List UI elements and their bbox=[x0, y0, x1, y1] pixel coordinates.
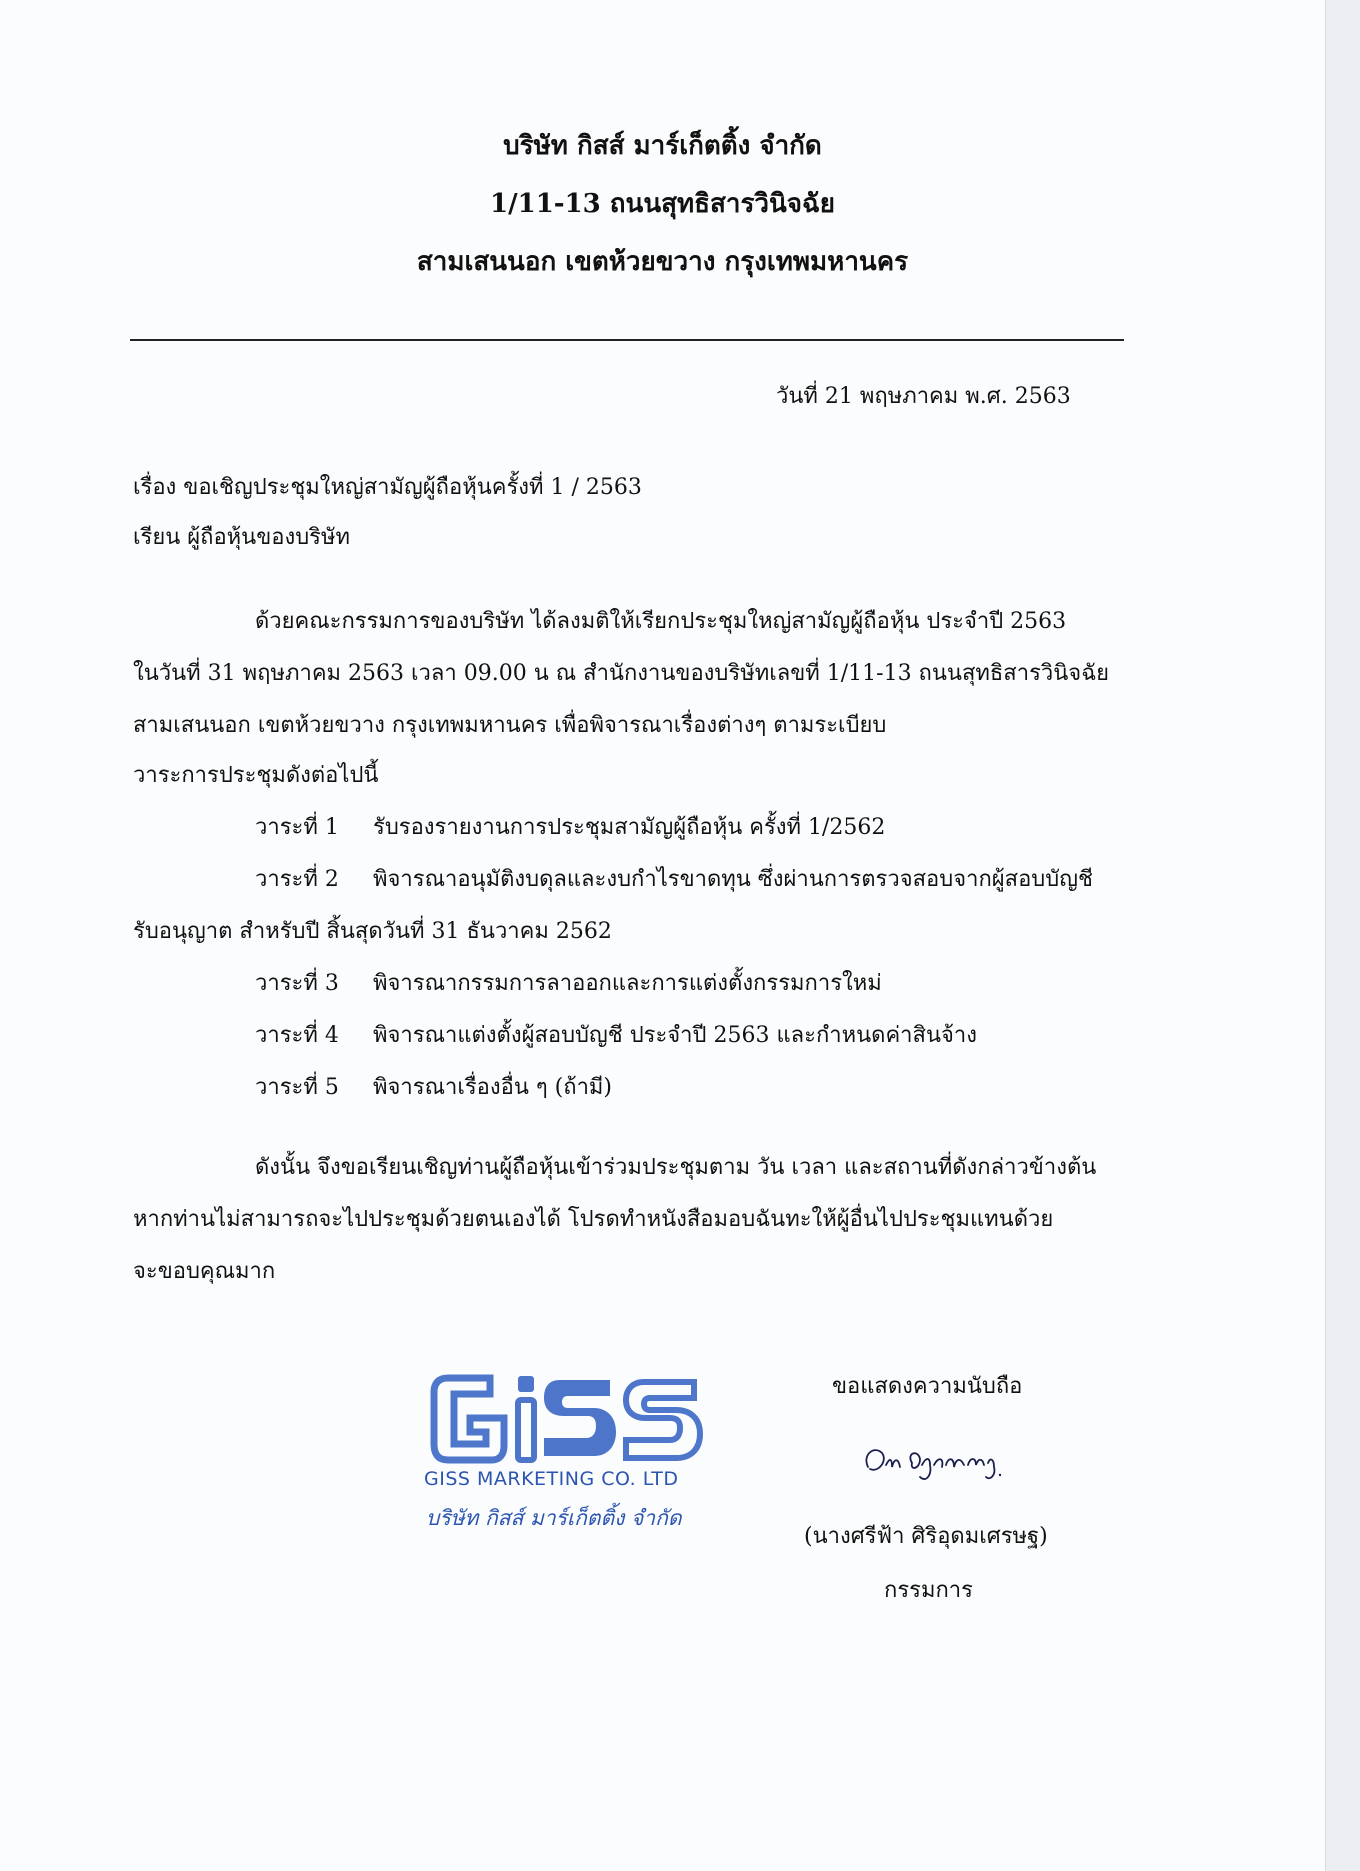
intro-line-2: ในวันที่ 31 พฤษภาคม 2563 เวลา 09.00 น ณ สำนักงานของบริษัทเลขที่ 1/11-13 ถนนสุทธิสารวินิจฉัย bbox=[133, 661, 1110, 686]
agenda-text-2: พิจารณาอนุมัติงบดุลและงบกำไรขาดทุน ซึ่งผ่านการตรวจสอบจากผู้สอบบัญชี bbox=[373, 867, 1093, 892]
company-name: บริษัท กิสส์ มาร์เก็ตติ้ง จำกัด bbox=[503, 131, 822, 161]
agenda-text-5: พิจารณาเรื่องอื่น ๆ (ถ้ามี) bbox=[373, 1075, 613, 1100]
agenda-text-2-continued: รับอนุญาต สำหรับปี สิ้นสุดวันที่ 31 ธันวาคม 2562 bbox=[133, 919, 612, 944]
stamp-english-text: GISS MARKETING CO. LTD bbox=[424, 1468, 679, 1490]
company-address-line-1: 1/11-13 ถนนสุทธิสารวินิจฉัย bbox=[490, 189, 835, 219]
agenda-label-1: วาระที่ 1 bbox=[255, 815, 339, 840]
agenda-label-5: วาระที่ 5 bbox=[255, 1075, 339, 1100]
letter-subject: เรื่อง ขอเชิญประชุมใหญ่สามัญผู้ถือหุ้นครั้งที่ 1 / 2563 bbox=[133, 475, 642, 500]
closing-line-1: ดังนั้น จึงขอเรียนเชิญท่านผู้ถือหุ้นเข้าร่วมประชุมตาม วัน เวลา และสถานที่ดังกล่าวข้างต้น bbox=[255, 1155, 1097, 1180]
company-address-line-2: สามเสนนอก เขตห้วยขวาง กรุงเทพมหานคร bbox=[416, 247, 909, 277]
signatory-position: กรรมการ bbox=[884, 1578, 973, 1603]
agenda-text-4: พิจารณาแต่งตั้งผู้สอบบัญชี ประจำปี 2563 และกำหนดค่าสินจ้าง bbox=[373, 1023, 977, 1048]
regards-text: ขอแสดงความนับถือ bbox=[832, 1374, 1023, 1399]
agenda-text-3: พิจารณากรรมการลาออกและการแต่งตั้งกรรมการใหม่ bbox=[373, 971, 882, 996]
agenda-label-3: วาระที่ 3 bbox=[255, 971, 339, 996]
closing-line-3: จะขอบคุณมาก bbox=[133, 1259, 276, 1284]
scan-edge bbox=[1325, 0, 1360, 1871]
stamp-thai-text: บริษัท กิสส์ มาร์เก็ตติ้ง จำกัด bbox=[426, 1506, 682, 1530]
intro-line-4: วาระการประชุมดังต่อไปนี้ bbox=[133, 763, 379, 788]
agenda-label-2: วาระที่ 2 bbox=[255, 867, 339, 892]
intro-line-3: สามเสนนอก เขตห้วยขวาง กรุงเทพมหานคร เพื่อพิจารณาเรื่องต่างๆ ตามระเบียบ bbox=[133, 713, 887, 738]
agenda-label-4: วาระที่ 4 bbox=[255, 1023, 339, 1048]
letter-date: วันที่ 21 พฤษภาคม พ.ศ. 2563 bbox=[776, 384, 1071, 409]
intro-line-1: ด้วยคณะกรรมการของบริษัท ได้ลงมติให้เรียกประชุมใหญ่สามัญผู้ถือหุ้น ประจำปี 2563 bbox=[255, 609, 1067, 634]
agenda-text-1: รับรองรายงานการประชุมสามัญผู้ถือหุ้น ครั้งที่ 1/2562 bbox=[373, 815, 886, 840]
handwritten-signature bbox=[860, 1435, 1060, 1485]
letter-recipient: เรียน ผู้ถือหุ้นของบริษัท bbox=[133, 525, 351, 550]
signatory-name: (นางศรีฟ้า ศิริอุดมเศรษฐ) bbox=[804, 1524, 1048, 1549]
closing-line-2: หากท่านไม่สามารถจะไปประชุมด้วยตนเองได้ โปรดทำหนังสือมอบฉันทะให้ผู้อื่นไปประชุมแทนด้วย bbox=[133, 1207, 1054, 1232]
giss-logo bbox=[430, 1368, 710, 1468]
company-stamp bbox=[420, 1368, 720, 1538]
header-divider bbox=[130, 339, 1124, 341]
